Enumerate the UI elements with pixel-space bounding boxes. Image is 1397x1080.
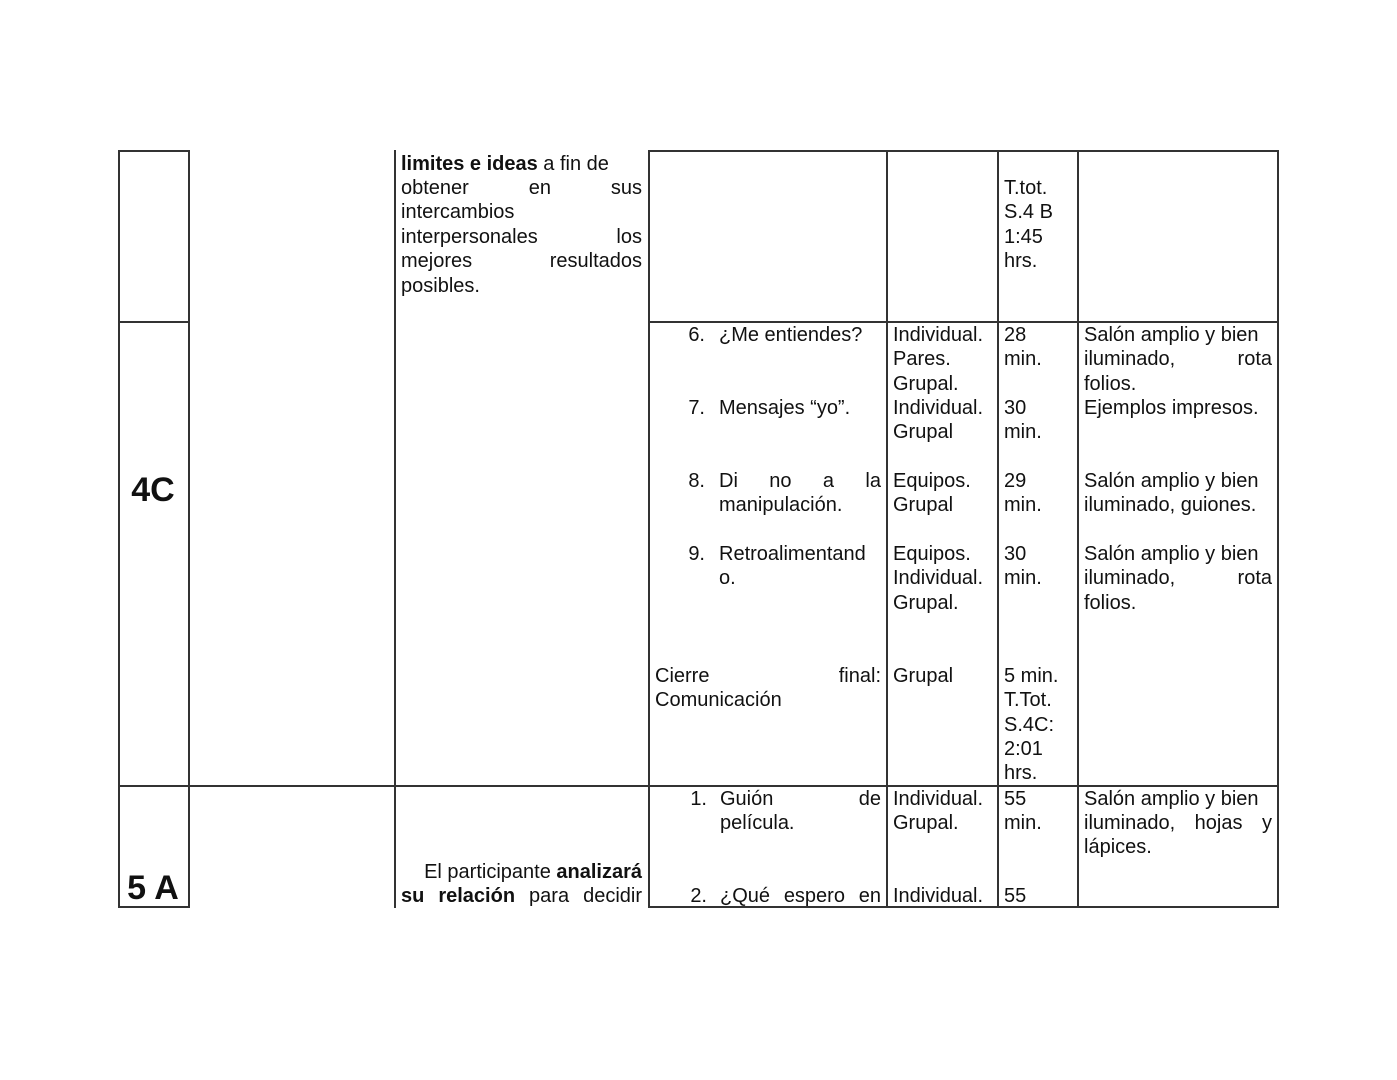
materials-line: folios.: [1084, 373, 1137, 395]
materials-line: Ejemplos impresos.: [1084, 397, 1259, 419]
activity-title: película.: [720, 812, 795, 834]
modality-line: Grupal.: [893, 592, 959, 614]
materials-word: y: [1261, 812, 1272, 834]
title-word: Guión: [720, 788, 774, 810]
modality-line: Equipos.: [893, 470, 971, 492]
time-line: 55: [1004, 788, 1027, 810]
materials-word: hojas: [1194, 812, 1243, 834]
objective-word: en: [528, 177, 551, 199]
objective-line: posibles.: [401, 275, 480, 297]
materials-line: Salón amplio y bien: [1084, 543, 1259, 565]
modality-line: Grupal.: [893, 373, 959, 395]
activity-number: 7.: [688, 397, 705, 419]
materials-word: rota: [1237, 567, 1272, 589]
time-line: T.Tot.: [1004, 689, 1052, 711]
activity-title: [719, 469, 881, 493]
border-line: [997, 150, 999, 908]
title-word: ¿Qué: [720, 885, 771, 907]
activity-number: 8.: [688, 470, 705, 492]
time-line: S.4 B: [1004, 201, 1053, 223]
activity-title: manipulación.: [719, 494, 843, 516]
border-line: [886, 150, 888, 908]
modality-line: Grupal: [893, 494, 954, 516]
materials-line: folios.: [1084, 592, 1137, 614]
objective-word: los: [616, 226, 642, 248]
session-label: 4C: [131, 471, 175, 509]
objective-line: [401, 225, 642, 249]
objective-word: para: [529, 885, 570, 907]
objective-word: mejores: [401, 250, 473, 272]
objective-line: [401, 249, 642, 273]
time-line: min.: [1004, 348, 1042, 370]
objective-line: [401, 152, 642, 176]
modality-line: Equipos.: [893, 543, 971, 565]
title-word: en: [858, 885, 881, 907]
modality-line: Individual.: [893, 788, 984, 810]
objective-line: intercambios: [401, 201, 515, 223]
materials-line: [1084, 347, 1272, 371]
time-line: 1:45: [1004, 226, 1043, 248]
objective-word: obtener: [401, 177, 469, 199]
objective-word: sus: [610, 177, 642, 199]
time-line: min.: [1004, 494, 1042, 516]
modality-line: Individual.: [893, 397, 984, 419]
objective-bold: analizará: [556, 861, 642, 883]
border-line: [394, 150, 396, 908]
materials-line: [1084, 811, 1272, 835]
activity-title: o.: [719, 567, 736, 589]
border-line: [1077, 150, 1079, 908]
objective-word: resultados: [549, 250, 642, 272]
modality-line: Individual.: [893, 567, 984, 589]
time-line: min.: [1004, 567, 1042, 589]
time-line: 55: [1004, 885, 1027, 907]
activity-title: Retroalimentand: [719, 543, 866, 565]
materials-line: Salón amplio y bien: [1084, 324, 1259, 346]
time-line: 5 min.: [1004, 665, 1059, 687]
time-line: hrs.: [1004, 250, 1038, 272]
closing-title: Comunicación: [655, 689, 782, 711]
title-word: final:: [838, 665, 881, 687]
title-word: la: [865, 470, 881, 492]
time-line: hrs.: [1004, 762, 1038, 784]
materials-line: lápices.: [1084, 836, 1152, 858]
title-word: no: [769, 470, 792, 492]
modality-line: Grupal: [893, 665, 954, 687]
modality-line: Individual.: [893, 324, 984, 346]
border-line: [118, 150, 120, 908]
objective-bold: su: [401, 885, 425, 907]
materials-line: Salón amplio y bien: [1084, 470, 1259, 492]
border-line: [648, 150, 1279, 152]
title-word: Cierre: [655, 665, 710, 687]
materials-word: iluminado,: [1084, 567, 1176, 589]
time-line: min.: [1004, 812, 1042, 834]
border-line: [118, 150, 189, 152]
session-label: 5 A: [127, 869, 179, 907]
title-word: Di: [719, 470, 738, 492]
border-line: [648, 150, 650, 908]
materials-word: iluminado,: [1084, 348, 1176, 370]
objective-word: interpersonales: [401, 226, 538, 248]
border-line: [118, 321, 189, 323]
materials-line: [1084, 566, 1272, 590]
modality-line: Grupal: [893, 421, 954, 443]
materials-word: iluminado,: [1084, 812, 1176, 834]
materials-word: rota: [1237, 348, 1272, 370]
time-line: 2:01: [1004, 738, 1043, 760]
activity-number: 1.: [690, 788, 707, 810]
time-line: 30: [1004, 543, 1027, 565]
objective-line: [401, 884, 642, 908]
activity-number: 2.: [690, 885, 707, 907]
title-word: de: [858, 788, 881, 810]
objective-line: [401, 176, 642, 200]
activity-number: 6.: [688, 324, 705, 346]
border-line: [1277, 150, 1279, 908]
objective-word: decidir: [583, 885, 642, 907]
objective-line: [401, 860, 642, 884]
objective-text: El participante: [424, 861, 557, 883]
closing-title: [655, 664, 881, 688]
border-line: [188, 150, 190, 908]
modality-line: Individual.: [893, 885, 984, 907]
time-line: min.: [1004, 421, 1042, 443]
time-line: 29: [1004, 470, 1027, 492]
time-line: T.tot.: [1004, 177, 1048, 199]
objective-bold: limites e ideas: [401, 153, 538, 175]
title-word: espero: [783, 885, 845, 907]
time-line: 28: [1004, 324, 1027, 346]
activity-title: [720, 787, 881, 811]
modality-line: Grupal.: [893, 812, 959, 834]
activity-number: 9.: [688, 543, 705, 565]
time-line: S.4C:: [1004, 714, 1055, 736]
activity-title: [720, 884, 881, 908]
activity-title: ¿Me entiendes?: [719, 324, 863, 346]
materials-line: iluminado, guiones.: [1084, 494, 1257, 516]
activity-title: Mensajes “yo”.: [719, 397, 851, 419]
objective-text: a fin de: [537, 153, 609, 175]
objective-bold: relación: [438, 885, 516, 907]
title-word: a: [822, 470, 835, 492]
materials-line: Salón amplio y bien: [1084, 788, 1259, 810]
modality-line: Pares.: [893, 348, 951, 370]
time-line: 30: [1004, 397, 1027, 419]
